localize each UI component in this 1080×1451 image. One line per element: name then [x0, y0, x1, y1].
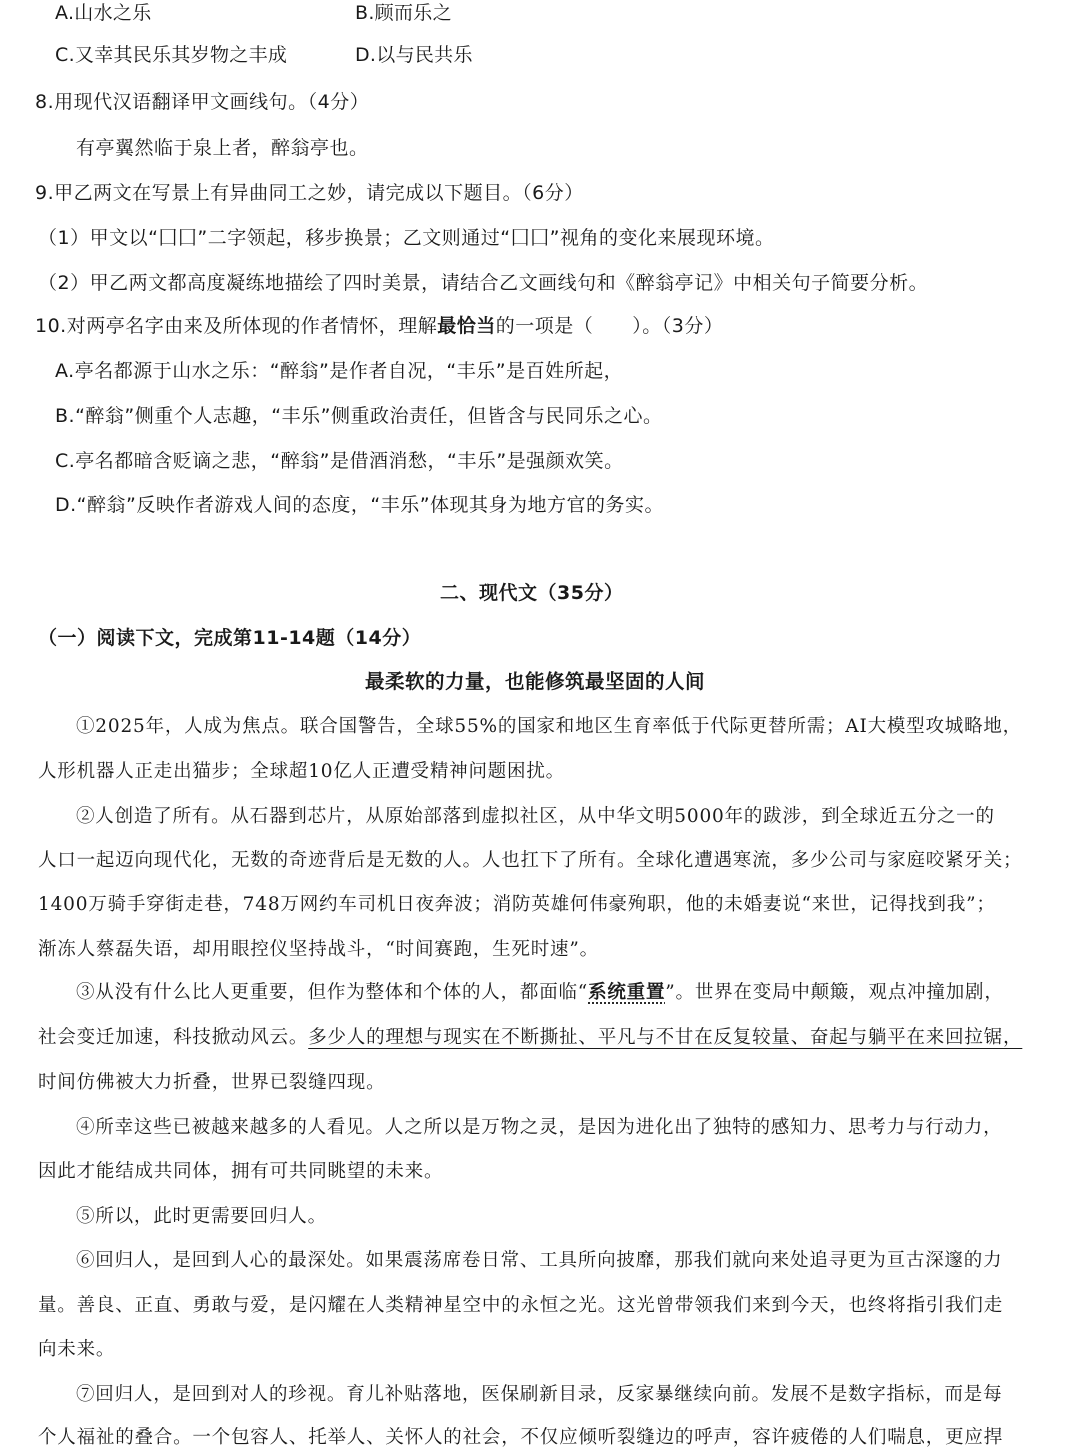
article-p3-emphasis: 系统重置: [588, 982, 666, 1003]
section-heading: 二、现代文（35分）: [440, 582, 624, 604]
question-10-option-b: B.“醉翁”侧重个人志趣，“丰乐”侧重政治责任，但皆含与民同乐之心。: [55, 405, 663, 427]
article-p3-line-2: [38, 1025, 1022, 1051]
article-p7-line-1: ⑦回归人，是回到对人的珍视。育儿补贴落地，医保刷新目录，反家暴继续向前。发展不是数字指标，而是每: [76, 1384, 1003, 1405]
article-p4-line-2: 因此才能结成共同体，拥有可共同眺望的未来。: [38, 1161, 444, 1182]
article-p7-line-2: 个人福祉的叠合。一个包容人、托举人、关怀人的社会，不仅应倾听裂缝边的呼声，容许疲倦的人们喘息，更应捍: [38, 1427, 1004, 1448]
question-10-stem-post: 的一项是（ ）。（3分）: [495, 315, 724, 337]
article-p6-line-1: ⑥回归人，是回到人心的最深处。如果震荡席卷日常、工具所向披靡，那我们就向来处追寻更为亘古深邃的力: [76, 1250, 1003, 1271]
article-p3-line-1: [76, 980, 1004, 1006]
question-10-option-a: A.亭名都源于山水之乐：“醉翁”是作者自况，“丰乐”是百姓所起，: [55, 360, 624, 382]
article-p1-line-1: ①2025年，人成为焦点。联合国警告，全球55%的国家和地区生育率低于代际更替所需；AI大模型攻城略地，: [76, 716, 1022, 737]
question-10-stem-bold: 最恰当: [437, 315, 496, 337]
question-8-sentence: 有亭翼然临于泉上者，醉翁亭也。: [76, 137, 369, 159]
question-10: [35, 313, 723, 339]
option-c: C.又幸其民乐其岁物之丰成: [55, 44, 288, 66]
question-10-option-d: D.“醉翁”反映作者游戏人间的态度，“丰乐”体现其身为地方官的务实。: [55, 494, 665, 516]
article-p3-line-1-pre: ③从没有什么比人更重要，但作为整体和个体的人，都面临“: [76, 982, 589, 1003]
question-8: 8.用现代汉语翻译甲文画线句。（4分）: [35, 91, 370, 113]
article-p5-line-1: ⑤所以，此时更需要回归人。: [76, 1206, 327, 1227]
article-p6-line-3: 向未来。: [38, 1339, 116, 1360]
question-9-sub-2: （2）甲乙两文都高度凝练地描绘了四时美景，请结合乙文画线句和《醉翁亭记》中相关句子简要分析。: [38, 272, 929, 294]
article-p4-line-1: ④所幸这些已被越来越多的人看见。人之所以是万物之灵，是因为进化出了独特的感知力、思考力与行动力，: [76, 1117, 1003, 1138]
question-10-option-c: C.亭名都暗含贬谪之悲，“醉翁”是借酒消愁，“丰乐”是强颜欢笑。: [55, 450, 624, 472]
option-b: B.顾而乐之: [355, 2, 452, 24]
article-p3-line-3: 时间仿佛被大力折叠，世界已裂缝四现。: [38, 1072, 386, 1093]
article-p3-underlined: 多少人的理想与现实在不断撕扯、平凡与不甘在反复较量、奋起与躺平在来回拉锯，: [308, 1027, 1023, 1048]
article-p2-line-2: 人口一起迈向现代化，无数的奇迹背后是无数的人。人也扛下了所有。全球化遭遇寒流，多少公司与家庭咬紧牙关；: [38, 850, 1023, 871]
article-p2-line-4: 渐冻人蔡磊失语，却用眼控仪坚持战斗，“时间赛跑，生死时速”。: [38, 939, 599, 960]
article-p6-line-2: 量。善良、正直、勇敢与爱，是闪耀在人类精神星空中的永恒之光。这光曾带领我们来到今天，也终将指引我们走: [38, 1295, 1004, 1316]
article-p3-line-2-pre: 社会变迁加速，科技掀动风云。: [38, 1027, 309, 1048]
question-9: 9.甲乙两文在写景上有异曲同工之妙，请完成以下题目。（6分）: [35, 182, 584, 204]
question-10-stem-pre: 10.对两亭名字由来及所体现的作者情怀，理解: [35, 315, 438, 337]
article-title: 最柔软的力量，也能修筑最坚固的人间: [365, 670, 706, 693]
article-p3-line-1-post: ”。世界在变局中颠簸，观点冲撞加剧，: [665, 982, 1004, 1003]
option-d: D.以与民共乐: [355, 44, 473, 66]
question-9-sub-1: （1）甲文以“囗囗”二字领起，移步换景；乙文则通过“囗囗”视角的变化来展现环境。: [38, 227, 775, 249]
article-p2-line-3: 1400万骑手穿街走巷，748万网约车司机日夜奔波；消防英雄何伟豪殉职，他的未婚妻说“来世，记得找到我”；: [38, 894, 996, 915]
sub-section-heading: （一）阅读下文，完成第11-14题（14分）: [38, 627, 422, 649]
article-p2-line-1: ②人创造了所有。从石器到芯片，从原始部落到虚拟社区，从中华文明5000年的跋涉，到全球近五分之一的: [76, 806, 995, 827]
option-a: A.山水之乐: [55, 2, 152, 24]
article-p1-line-2: 人形机器人正走出猫步；全球超10亿人正遭受精神问题困扰。: [38, 761, 565, 782]
